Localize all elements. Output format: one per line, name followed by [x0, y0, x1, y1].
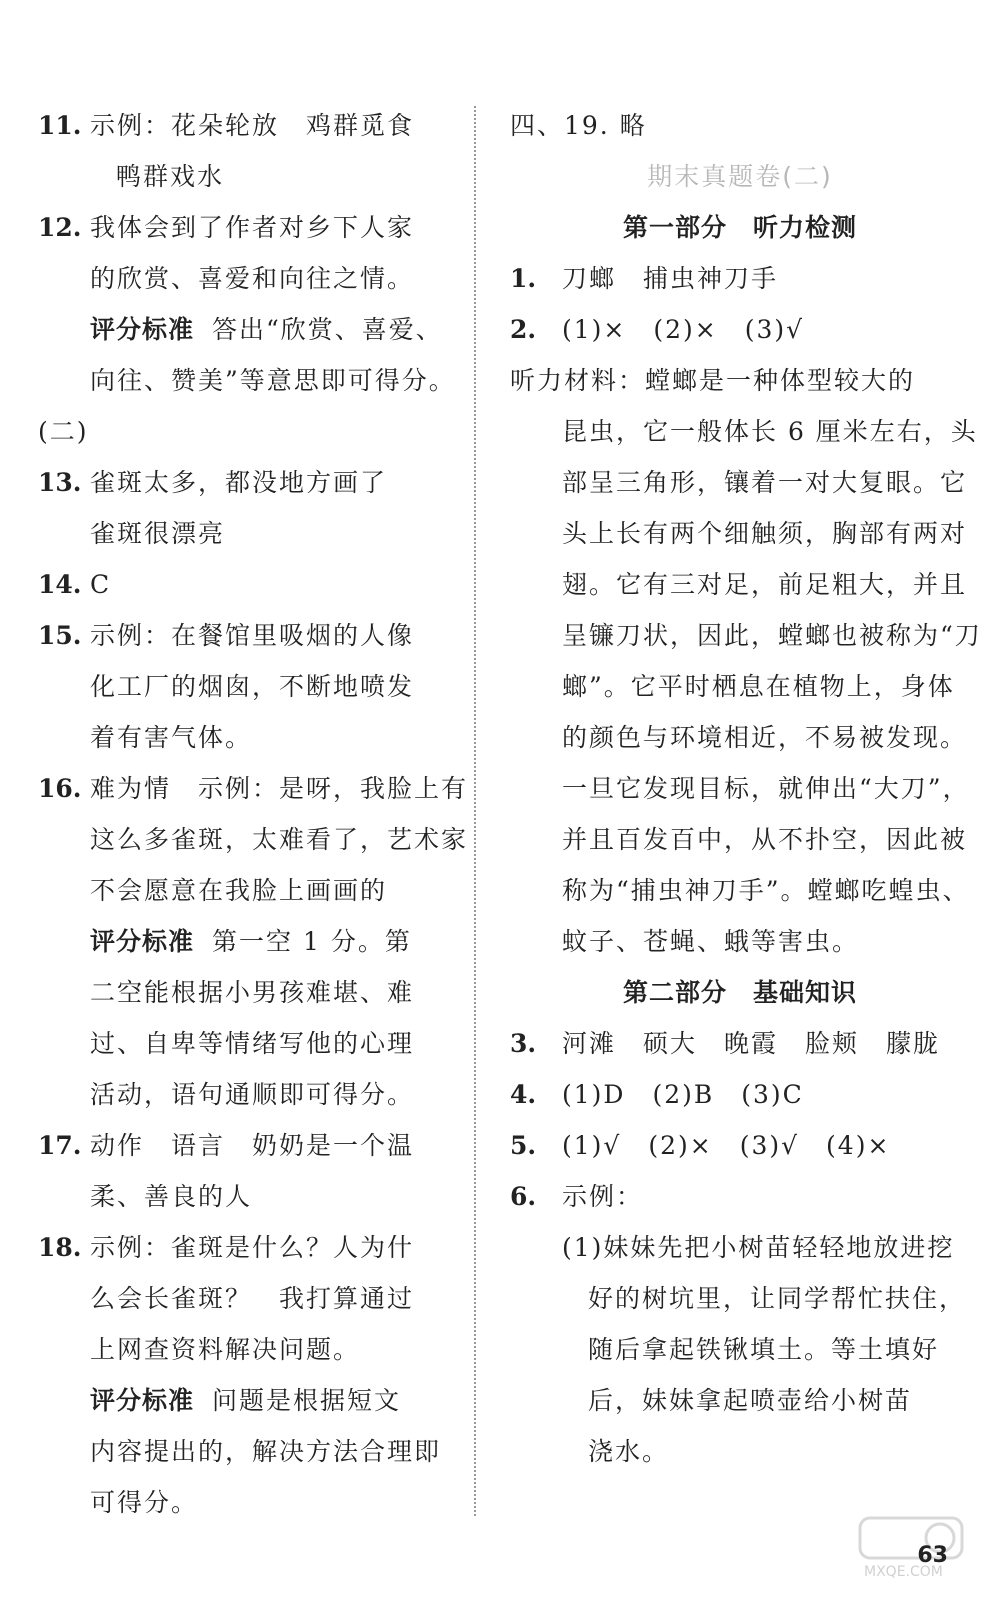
- answer-line: [510, 1375, 970, 1426]
- scoring-label: 评分标准: [90, 927, 195, 956]
- scoring-label: 评分标准: [90, 315, 195, 344]
- answer-text: 后，妹妹拿起喷壶给小树苗: [588, 1386, 913, 1415]
- answer-line: [38, 304, 448, 355]
- watermark-text: MXQE.COM: [864, 1564, 943, 1580]
- answer-text: (1)× (2)× (3)√: [562, 315, 805, 344]
- answer-line: [38, 406, 448, 457]
- answer-line: [510, 406, 978, 457]
- answer-text: 听力材料：螳螂是一种体型较大的: [510, 366, 916, 395]
- answer-line: [510, 1426, 970, 1477]
- answer-text: 一旦它发现目标，就伸出“大刀”，: [562, 774, 970, 803]
- answer-text: 这么多雀斑，太难看了，艺术家: [90, 825, 469, 854]
- question-number: 16.: [38, 774, 82, 803]
- answer-line: [38, 967, 448, 1018]
- answer-text: 过、自卑等情绪写他的心理: [90, 1029, 415, 1058]
- answer-line: [38, 814, 469, 865]
- question-number: 17.: [38, 1131, 82, 1160]
- answer-text: 浇水。: [588, 1437, 670, 1466]
- exam-title: [510, 151, 970, 202]
- answer-text: 活动，语句通顺即可得分。: [90, 1080, 415, 1109]
- answer-text: 可得分。: [90, 1488, 199, 1517]
- question-number: 13.: [38, 468, 82, 497]
- answer-text: 向往、赞美”等意思即可得分。: [90, 366, 456, 395]
- question-number: 11.: [38, 111, 82, 140]
- answer-text: 部呈三角形，镶着一对大复眼。它: [562, 468, 968, 497]
- answer-line: [510, 661, 970, 712]
- answer-line: [38, 100, 448, 151]
- answer-text: 期末真题卷(二): [647, 162, 833, 191]
- answer-text: 动作 语言 奶奶是一个温: [90, 1131, 415, 1160]
- answer-text: 雀斑太多，都没地方画了: [90, 468, 388, 497]
- answer-line: [510, 763, 970, 814]
- answer-line: [510, 559, 970, 610]
- column-divider: [474, 106, 476, 1516]
- answer-line: [510, 100, 970, 151]
- answer-text: 难为情 示例：是呀，我脸上有: [90, 774, 469, 803]
- answer-text: 不会愿意在我脸上画画的: [90, 876, 388, 905]
- answer-line: [38, 559, 448, 610]
- answer-text: 河滩 硕大 晚霞 脸颊 朦胧: [562, 1029, 941, 1058]
- answer-text: 的颜色与环境相近，不易被发现。: [562, 723, 968, 752]
- answer-text: 上网查资料解决问题。: [90, 1335, 361, 1364]
- answer-line: [38, 916, 448, 967]
- question-number: 4.: [510, 1080, 537, 1109]
- answer-line: [38, 202, 448, 253]
- answer-line: [510, 508, 970, 559]
- answer-text: (1)D (2)B (3)C: [562, 1080, 804, 1109]
- answer-text: 着有害气体。: [90, 723, 253, 752]
- scoring-label: 评分标准: [90, 1386, 195, 1415]
- answer-line: [38, 1171, 448, 1222]
- answer-text: 翅。它有三对足，前足粗大，并且: [562, 570, 968, 599]
- answer-text: (二): [38, 417, 89, 446]
- answer-text: 答出“欣赏、喜爱、: [212, 315, 443, 344]
- answer-line: [510, 1120, 970, 1171]
- answer-line: [38, 763, 469, 814]
- answer-line: [510, 916, 970, 967]
- left-column: [38, 100, 469, 1528]
- answer-text: 刀螂 捕虫神刀手: [562, 264, 779, 293]
- answer-text: 第一空 1 分。第: [212, 927, 412, 956]
- answer-text: 柔、善良的人: [90, 1182, 253, 1211]
- question-number: 15.: [38, 621, 82, 650]
- answer-text: (1)妹妹先把小树苗轻轻地放进挖: [562, 1233, 955, 1262]
- question-number: 18.: [38, 1233, 82, 1262]
- answer-text: 示例：在餐馆里吸烟的人像: [90, 621, 415, 650]
- question-number: 6.: [510, 1182, 537, 1211]
- answer-line: [38, 1375, 448, 1426]
- answer-line: [38, 1018, 448, 1069]
- answer-text: 二空能根据小男孩难堪、难: [90, 978, 415, 1007]
- right-column: [510, 100, 982, 1477]
- answer-text: 四、19. 略: [510, 111, 647, 140]
- answer-text: 化工厂的烟囱，不断地喷发: [90, 672, 415, 701]
- answer-text: 鸭群戏水: [116, 162, 225, 191]
- answer-text: 示例：: [562, 1182, 644, 1211]
- answer-line: [38, 1069, 448, 1120]
- section-title: [510, 967, 970, 1018]
- answer-line: [38, 457, 448, 508]
- question-number: 1.: [510, 264, 537, 293]
- answer-line: [510, 355, 970, 406]
- answer-text: 并且百发百中，从不扑空，因此被: [562, 825, 968, 854]
- answer-line: [38, 661, 448, 712]
- answer-line: [510, 1069, 970, 1120]
- answer-text: 昆虫，它一般体长 6 厘米左右，头: [562, 417, 978, 446]
- answer-line: [510, 1171, 970, 1222]
- answer-line: [38, 865, 448, 916]
- question-number: 14.: [38, 570, 82, 599]
- answer-line: [510, 457, 970, 508]
- answer-text: 头上长有两个细触须，胸部有两对: [562, 519, 968, 548]
- page-number: 63: [917, 1543, 948, 1568]
- answer-line: [38, 253, 448, 304]
- answer-text: 第一部分 听力检测: [622, 213, 857, 242]
- answer-line: [38, 151, 448, 202]
- section-title: [510, 202, 970, 253]
- answer-text: C: [90, 570, 112, 599]
- answer-text: 随后拿起铁锹填土。等土填好: [588, 1335, 940, 1364]
- answer-line: [38, 1426, 448, 1477]
- answer-line: [38, 1222, 448, 1273]
- question-number: 3.: [510, 1029, 537, 1058]
- answer-text: 内容提出的，解决方法合理即: [90, 1437, 442, 1466]
- answer-line: [510, 1018, 970, 1069]
- answer-text: 呈镰刀状，因此，螳螂也被称为“刀: [562, 621, 982, 650]
- answer-line: [38, 1273, 448, 1324]
- answer-text: 示例：雀斑是什么？人为什: [90, 1233, 415, 1262]
- answer-text: 的欣赏、喜爱和向往之情。: [90, 264, 415, 293]
- answer-line: [38, 1324, 448, 1375]
- question-number: 12.: [38, 213, 82, 242]
- answer-text: 么会长雀斑？ 我打算通过: [90, 1284, 415, 1313]
- answer-text: 称为“捕虫神刀手”。螳螂吃蝗虫、: [562, 876, 970, 905]
- answer-line: [38, 1477, 448, 1528]
- answer-line: [38, 610, 448, 661]
- answer-line: [38, 1120, 448, 1171]
- answer-text: 好的树坑里，让同学帮忙扶住，: [588, 1284, 967, 1313]
- answer-line: [38, 508, 448, 559]
- answer-line: [38, 355, 456, 406]
- answer-line: [510, 814, 970, 865]
- answer-line: [510, 304, 970, 355]
- answer-line: [38, 712, 448, 763]
- answer-text: 蚊子、苍蝇、蛾等害虫。: [562, 927, 860, 956]
- answer-line: [510, 865, 970, 916]
- watermark-logo-icon: [856, 1514, 966, 1580]
- answer-line: [510, 1273, 970, 1324]
- answer-line: [510, 610, 982, 661]
- answer-line: [510, 1324, 970, 1375]
- answer-text: 第二部分 基础知识: [622, 978, 857, 1007]
- answer-text: 雀斑很漂亮: [90, 519, 226, 548]
- answer-text: 我体会到了作者对乡下人家: [90, 213, 415, 242]
- answer-text: 示例：花朵轮放 鸡群觅食: [90, 111, 415, 140]
- question-number: 2.: [510, 315, 537, 344]
- answer-text: 问题是根据短文: [212, 1386, 402, 1415]
- answer-text: 螂”。它平时栖息在植物上，身体: [562, 672, 955, 701]
- answer-line: [510, 1222, 970, 1273]
- answer-line: [510, 253, 970, 304]
- answer-line: [510, 712, 970, 763]
- question-number: 5.: [510, 1131, 537, 1160]
- answer-text: (1)√ (2)× (3)√ (4)×: [562, 1131, 891, 1160]
